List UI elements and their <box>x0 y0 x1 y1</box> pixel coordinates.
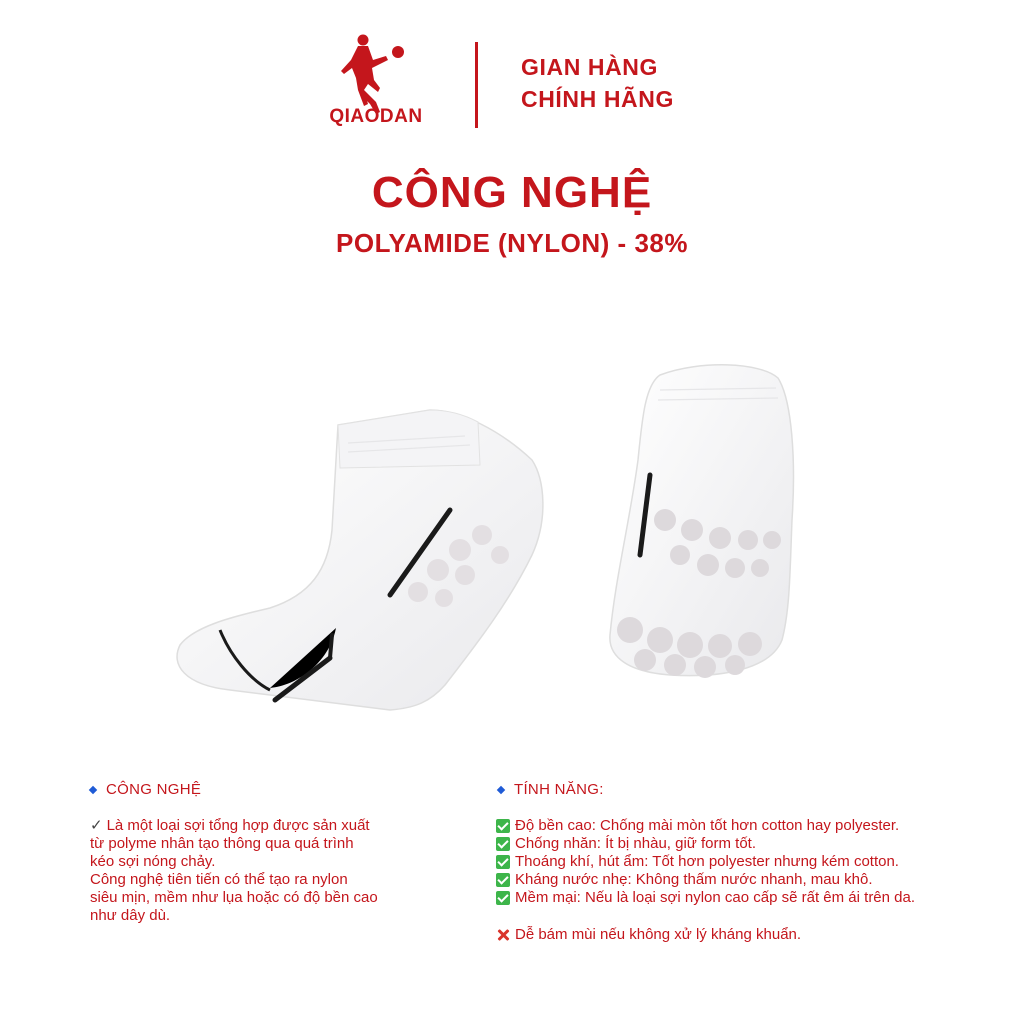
feature-item: Kháng nước nhẹ: Không thấm nước nhanh, mau khô. <box>496 871 986 889</box>
brand-name: QIAODAN <box>329 106 423 127</box>
features-list <box>496 817 986 944</box>
ankle-sock-back-view <box>610 365 794 678</box>
description-line: như dây dù. <box>90 907 171 924</box>
description-line: Công nghệ tiên tiến có thể tạo ra nylon <box>90 871 348 888</box>
header-divider <box>475 42 478 128</box>
green-check-icon <box>496 837 510 851</box>
page-title: CÔNG NGHỆ <box>371 168 653 217</box>
green-check-icon <box>496 891 510 905</box>
feature-item: Chống nhăn: Ít bị nhàu, giữ form tốt. <box>496 835 986 853</box>
features-heading <box>498 781 604 798</box>
green-check-icon <box>496 819 510 833</box>
description-line: kéo sợi nóng chảy. <box>90 853 216 870</box>
features-heading-label: TÍNH NĂNG: <box>514 781 604 798</box>
drawback-item: Dễ bám mùi nếu không xử lý kháng khuẩn. <box>496 926 986 944</box>
store-label-line2: CHÍNH HÃNG <box>521 86 674 112</box>
technology-description <box>90 817 450 925</box>
green-check-icon <box>496 873 510 887</box>
blue-diamond-icon <box>497 785 505 793</box>
ankle-sock-side-view <box>177 410 543 710</box>
feature-item: Độ bền cao: Chống mài mòn tốt hơn cotton hay polyester. <box>496 817 986 835</box>
page-subtitle: POLYAMIDE (NYLON) - 38% <box>336 228 688 258</box>
description-line: ✓ Là một loại sợi tổng hợp được sản xuất <box>90 817 370 834</box>
feature-item: Mềm mại: Nếu là loại sợi nylon cao cấp sẽ rất êm ái trên da. <box>496 889 986 907</box>
blue-diamond-icon <box>89 785 97 793</box>
green-check-icon <box>496 855 510 869</box>
red-cross-icon <box>496 928 510 942</box>
socks-illustration <box>160 340 860 720</box>
store-label-line1: GIAN HÀNG <box>521 54 659 80</box>
check-mark-icon: ✓ <box>90 817 103 834</box>
technology-heading <box>90 781 201 798</box>
technology-heading-label: CÔNG NGHỆ <box>106 781 202 798</box>
description-line: từ polyme nhân tạo thông qua quá trình <box>90 835 354 852</box>
feature-item: Thoáng khí, hút ẩm: Tốt hơn polyester nhưng kém cotton. <box>496 853 986 871</box>
description-line: siêu mịn, mềm như lụa hoặc có độ bền cao <box>90 889 378 906</box>
